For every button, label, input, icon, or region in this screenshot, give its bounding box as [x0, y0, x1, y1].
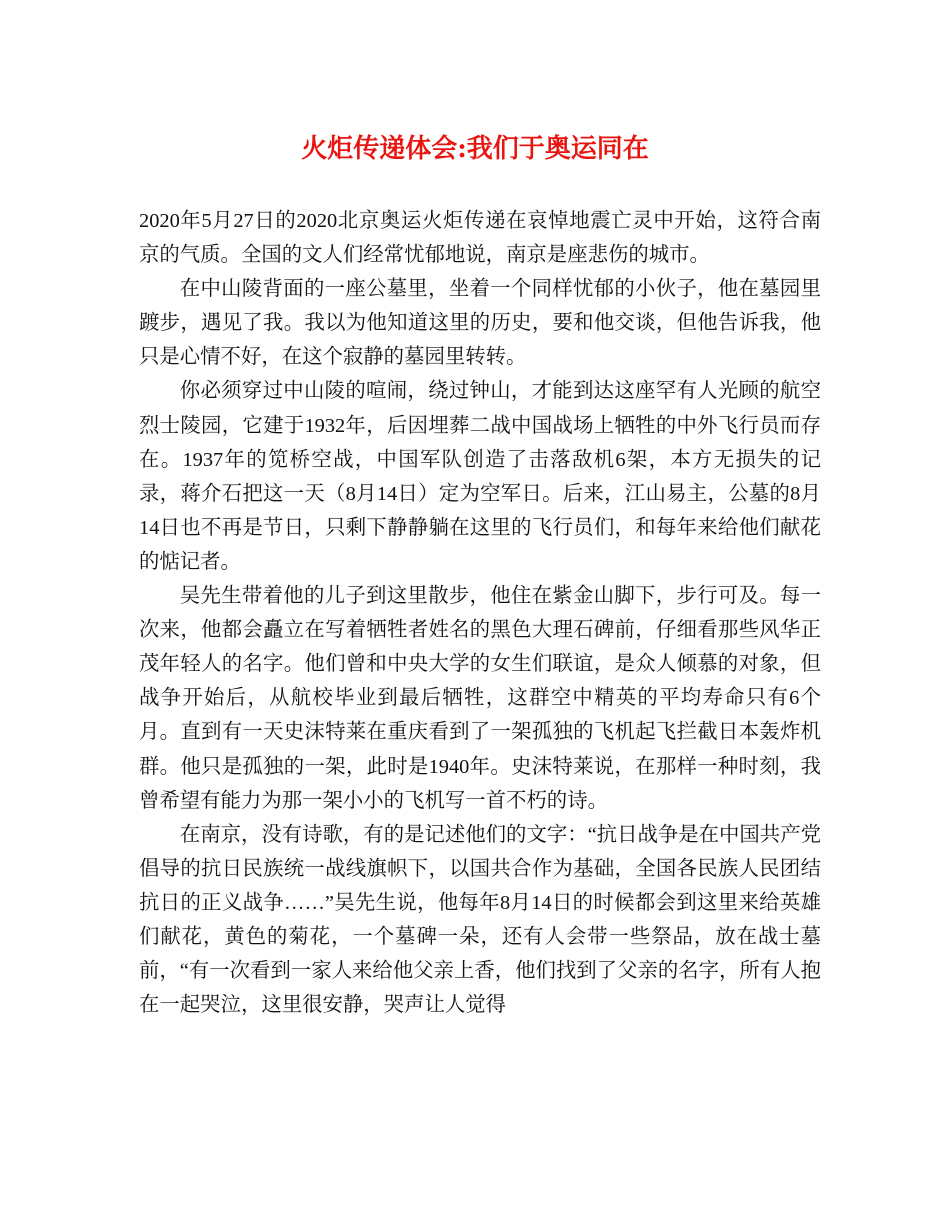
paragraph-1: 2020年5月27日的2020北京奥运火炬传递在哀悼地震亡灵中开始，这符合南京的气质。全国的文人们经常忧郁地说，南京是座悲伤的城市。 [139, 210, 821, 267]
paragraph-3: 你必须穿过中山陵的喧闹，绕过钟山，才能到达这座罕有人光顾的航空烈士陵园，它建于1932年，后因埋葬二战中国战场上牺牲的中外飞行员而存在。1937年的笕桥空战，中国军队创造了击落敌机6架，本方无损失的记录，蒋介石把这一天（8月14日）定为空军日。后来，江山易主，公墓的8月14日也不再是节日，只剩下静静躺在这里的飞行员们，和每年来给他们献花的惦记者。 [139, 380, 821, 573]
document-title: 火炬传递体会:我们于奥运同在 [301, 134, 649, 164]
paragraph-5: 在南京，没有诗歌，有的是记述他们的文字：“抗日战争是在中国共产党倡导的抗日民族统一战线旗帜下，以国共合作为基础，全国各民族人民团结抗日的正义战争……”吴先生说，他每年8月14日的时候都会到这里来给英雄们献花，黄色的菊花，一个墓碑一朵，还有人会带一些祭品，放在战士墓前，“有一次看到一家人来给他父亲上香，他们找到了父亲的名字，所有人抱在一起哭泣，这里很安静，哭声让人觉得 [139, 823, 821, 1017]
document-body [139, 204, 821, 1022]
paragraph-4: 吴先生带着他的儿子到这里散步，他住在紫金山脚下，步行可及。每一次来，他都会矗立在写着牺牲者姓名的黑色大理石碑前，仔细看那些风华正茂年轻人的名字。他们曾和中央大学的女生们联谊，是众人倾慕的对象，但战争开始后，从航校毕业到最后牺牲，这群空中精英的平均寿命只有6个月。直到有一天史沫特莱在重庆看到了一架孤独的飞机起飞拦截日本轰炸机群。他只是孤独的一架，此时是1940年。史沫特莱说，在那样一种时刻，我曾希望有能力为那一架小小的飞机写一首不朽的诗。 [139, 585, 821, 812]
paragraph-2: 在中山陵背面的一座公墓里，坐着一个同样忧郁的小伙子，他在墓园里踱步，遇见了我。我以为他知道这里的历史，要和他交谈，但他告诉我，他只是心情不好，在这个寂静的墓园里转转。 [139, 278, 821, 369]
